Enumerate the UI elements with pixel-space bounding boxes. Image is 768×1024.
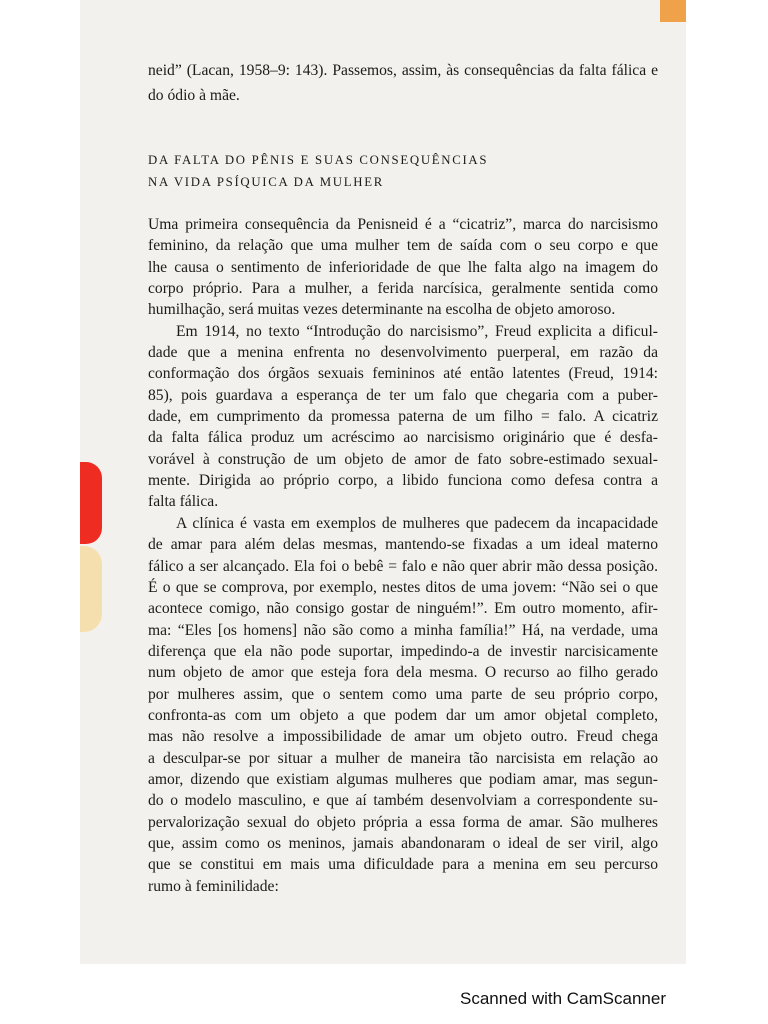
body-text <box>148 214 658 897</box>
text-line: Em 1914, no texto “Introdução do narcisismo”, Freud explicita a dificul- <box>176 322 658 340</box>
text-line: Uma primeira consequência da Penisneid é a “cicatriz”, marca do narcisismo <box>148 216 658 233</box>
text-line: corpo próprio. Para a mulher, a ferida narcísica, geralmente sentida como <box>148 280 658 298</box>
paragraph-1 <box>148 214 658 321</box>
intro-line: do ódio à mãe. <box>148 87 240 104</box>
red-sticky-tab <box>80 462 102 544</box>
text-line: dade, em cumprimento da promessa paterna de um filho = falo. A cicatriz <box>148 408 658 426</box>
text-line: falta fálica. <box>148 493 219 511</box>
text-line: 85), pois guardava a esperança de ter um falo que chegaria com a puber- <box>148 386 658 404</box>
text-line: confronta-as com um objeto a que podem dar um amor objetal completo, <box>148 706 658 724</box>
heading-line: NA VIDA PSÍQUICA DA MULHER <box>148 175 384 189</box>
text-line: acontece comigo, não consigo gostar de ninguém!”. Em outro momento, afir- <box>148 600 658 618</box>
text-line: mente. Dirigida ao próprio corpo, a libido funciona como defesa contra a <box>148 472 658 490</box>
text-line: rumo à feminilidade: <box>148 877 279 895</box>
text-line: que, assim como os meninos, jamais abandonaram o ideal de ser viril, algo <box>148 834 658 852</box>
text-line: ma: “Eles [os homens] não são como a minha família!” Há, na verdade, uma <box>148 621 658 639</box>
text-line: do o modelo masculino, e que aí também desenvolviam a correspondente su- <box>148 792 658 810</box>
text-line: É o que se comprova, por exemplo, nestes ditos de uma jovem: “Não sei o que <box>148 578 658 596</box>
intro-text <box>148 58 658 108</box>
text-line: feminino, da relação que uma mulher tem de saída com o seu corpo e que <box>148 237 658 255</box>
text-line: de amar para além delas mesmas, mantendo-se fixadas a um ideal materno <box>148 536 658 554</box>
text-line: por mulheres assim, que o sentem como uma parte de seu próprio corpo, <box>148 685 658 703</box>
heading-line: DA FALTA DO PÊNIS E SUAS CONSEQUÊNCIAS <box>148 153 489 167</box>
paragraph-2 <box>148 321 658 513</box>
yellow-sticky-tab <box>80 546 102 632</box>
scanner-watermark: Scanned with CamScanner <box>460 989 667 1008</box>
text-line: da falta fálica produz um acréscimo ao narcisismo originário que é desfa- <box>148 429 658 447</box>
text-line: humilhação, será muitas vezes determinante na escolha de objeto amoroso. <box>148 301 616 319</box>
text-line: num objeto de amor que esteja fora dela mesma. O recurso ao filho gerado <box>148 664 658 682</box>
paragraph-3 <box>148 513 658 897</box>
text-line: fálico a ser alcançado. Ela foi o bebê = falo e não quer abrir mão dessa posição. <box>148 557 658 575</box>
intro-line: neid” (Lacan, 1958–9: 143). Passemos, assim, às consequências da falta fálica e <box>148 62 658 79</box>
text-line: vorável à construção de um objeto de amor de fato sobre-estimado sexual- <box>148 450 658 468</box>
text-line: conformação dos órgãos sexuais femininos até então latentes (Freud, 1914: <box>148 365 658 383</box>
section-heading <box>148 149 668 193</box>
text-line: dade que a menina enfrenta no desenvolvimento puerperal, em razão da <box>148 344 658 362</box>
page-edge-strip <box>660 0 686 22</box>
text-line: A clínica é vasta em exemplos de mulheres que padecem da incapacidade <box>176 514 658 532</box>
text-line: mas não resolve a impossibilidade de amar um objeto outro. Freud chega <box>148 728 658 746</box>
text-line: diferença que ela não pode suportar, impedindo-a de investir narcisicamente <box>148 642 658 660</box>
text-line: que se constitui em mais uma dificuldade para a menina em seu percurso <box>148 856 658 874</box>
text-line: a desculpar-se por situar a mulher de maneira tão narcisista em relação ao <box>148 749 658 767</box>
text-line: lhe causa o sentimento de inferioridade de que lhe falta algo na imagem do <box>148 258 658 276</box>
text-line: pervalorização sexual do objeto própria a essa forma de amar. São mulheres <box>148 813 658 831</box>
text-line: amor, dizendo que existiam algumas mulheres que podiam amar, mas segun- <box>148 770 658 788</box>
